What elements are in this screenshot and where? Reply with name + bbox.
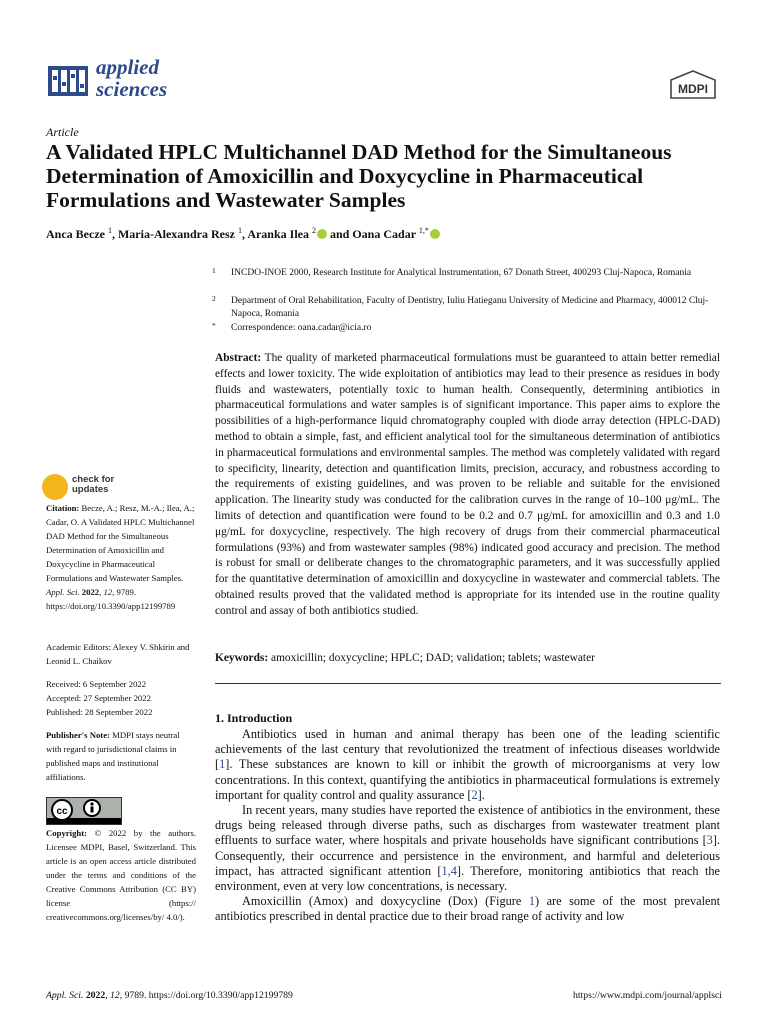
- paragraph-text: Antibiotics used in human and animal therapy has been one of the leading scientific achievements of the last century that revolutionized the treatment of infectious diseases worldwide [: [215, 727, 720, 772]
- paragraph-text: ].: [477, 787, 485, 802]
- reference-link[interactable]: 1,4: [441, 863, 457, 878]
- article-type: Article: [46, 125, 79, 139]
- journal-name: [96, 56, 167, 100]
- reference-link[interactable]: 1: [219, 757, 226, 772]
- reference-link[interactable]: 1: [528, 894, 535, 909]
- footer-doi[interactable]: , 9789. https://doi.org/10.3390/app12199789: [119, 990, 293, 1001]
- author-separator: and: [326, 227, 353, 241]
- citation-journal: Appl. Sci.: [46, 587, 80, 597]
- orcid-icon[interactable]: [317, 229, 327, 239]
- author-name: Maria-Alexandra Resz: [117, 227, 238, 241]
- author-separator: ,: [241, 227, 248, 241]
- paragraph-text: ]. Consequently, their occurrence and persistence in the environment, and harmful and deleterious impact, has attracted significant attention [: [215, 833, 720, 878]
- footer-journal: Appl. Sci.: [46, 990, 84, 1001]
- publisher-note: [46, 728, 196, 784]
- correspondence-mark: *: [212, 321, 216, 330]
- footer-volume: 12: [110, 990, 120, 1001]
- author-list: [46, 226, 440, 242]
- check-for-updates-button[interactable]: [42, 472, 152, 502]
- reference-link[interactable]: 2: [471, 787, 478, 802]
- affiliation-number: 2: [212, 294, 216, 303]
- author-affiliation-mark: 2: [311, 226, 316, 235]
- check-for-updates-line1: check for: [72, 474, 115, 485]
- affiliation-text: Department of Oral Rehabilitation, Faculty of Dentistry, Iuliu Hatieganu University of Medicine and Pharmacy, 400012 Cluj-Napoca, Romania: [231, 296, 709, 319]
- paragraph-text: ) are some of the most prevalent antibiotics prescribed in dental practice due to their broad range of activity and low: [215, 894, 721, 924]
- copyright-label: Copyright:: [46, 828, 88, 838]
- author-affiliation-mark: 1,*: [418, 226, 429, 235]
- orcid-icon[interactable]: [430, 229, 440, 239]
- correspondence-text: Correspondence: oana.cadar@icia.ro: [231, 323, 372, 333]
- author-name: Oana Cadar: [352, 227, 419, 241]
- author-name: Anca Becze: [46, 227, 108, 241]
- author-separator: ,: [111, 227, 118, 241]
- copyright-text: © 2022 by the authors. Licensee MDPI, Basel, Switzerland. This article is an open access article distributed under the terms and conditions of the Creative Commons Attribution (CC BY) license (https:// creativecommons.org/licenses/by/ 4.0/).: [46, 828, 196, 922]
- intro-paragraph-2: [215, 803, 720, 894]
- publisher-note-label: Publisher's Note:: [46, 730, 110, 740]
- check-for-updates-icon: [42, 474, 68, 500]
- accepted-date: Accepted: 27 September 2022: [46, 693, 151, 703]
- footer-journal-url[interactable]: https://www.mdpi.com/journal/applsci: [573, 990, 722, 1001]
- author-name: Aranka Ilea: [247, 227, 312, 241]
- journal-name-line2: sciences: [96, 77, 168, 101]
- footer-citation: Appl. Sci. 2022, 12, 9789. https://doi.org/10.3390/app12199789: [46, 990, 293, 1001]
- paragraph-text: Amoxicillin (Amox) and doxycycline (Dox) (Figure: [242, 894, 529, 909]
- paragraph-text: ]. These substances are known to kill or inhibit the growth of microorganisms at very low concentrations. In this context, quantifying the antibiotics in pharmaceutical formulations is extremely important for quality control and quality assurance [: [215, 757, 720, 802]
- author-affiliation-mark: 1: [237, 226, 242, 235]
- paragraph-text: In recent years, many studies have reported the existence of antibiotics in the environment, these drugs being released through diverse paths, such as discharges from wastewater treatment plant effluents to surface water, where hospitals and private households have significant contributions [: [215, 803, 720, 848]
- journal-logo-icon: [48, 62, 88, 98]
- journal-name-line1: applied: [96, 55, 159, 79]
- mdpi-logo-text: MDPI: [678, 82, 708, 96]
- keywords-text: amoxicillin; doxycycline; HPLC; DAD; validation; tablets; wastewater: [271, 652, 595, 664]
- cc-by-license-icon[interactable]: [46, 797, 122, 825]
- section-heading: 1. Introduction: [215, 711, 293, 725]
- paragraph-text: ]. Therefore, monitoring antibiotics that reach the environment, even at very low concentrations, is necessary.: [215, 863, 720, 894]
- introduction-body: [215, 727, 720, 925]
- abstract: [215, 351, 720, 620]
- citation-year: 2022: [81, 587, 100, 597]
- affiliation-text: INCDO-INOE 2000, Research Institute for Analytical Instrumentation, 67 Donath Street, 400293 Cluj-Napoca, Romania: [231, 268, 692, 278]
- citation-volume: 12: [103, 587, 113, 597]
- published-date: Published: 28 September 2022: [46, 707, 153, 717]
- citation-block: Citation: Becze, A.; Resz, M.-A.; Ilea, A.; Cadar, O. A Validated HPLC Multichannel DAD Method for the Simultaneous Determination of Amoxicillin and Doxycycline in Pharmaceutical Formulations and Wastewater Samples. Appl. Sci. 2022, 12, 9789. https://doi.org/10.3390/app12199789: [46, 503, 195, 611]
- svg-text:cc: cc: [56, 806, 68, 817]
- citation-label: Citation:: [46, 503, 80, 513]
- keywords-label: Keywords:: [215, 652, 269, 664]
- section-divider: [215, 683, 721, 684]
- academic-editors: Academic Editors: Alexey V. Shkirin and Leonid L. Chaikov: [46, 642, 190, 666]
- reference-link[interactable]: 3: [706, 833, 713, 848]
- abstract-text: The quality of marketed pharmaceutical formulations must be guaranteed to attain better remedial effects and lower toxicity. The wide exploitation of antibiotics may lead to their presence as residues in body fluids and wastewaters, potentially toxic to human health. Consequently, determining antibiotics in pharmaceutical formulations and water samples is of significant importance. This paper aims to explore the possibilities of a high-performance liquid chromatography coupled with diode array detection (HPLC-DAD) method to obtain a simple, fast, and efficient analytical tool for the simultaneous determination of antibiotics in pharmaceutical formulations and environmental samples. The method was completely validated with regard to specificity, linearity, detection and quantification limits, precision, accuracy, and robustness according to the requirements of existing guidelines, and was proven to be reliable and suitable for the envisioned application. The linearity study was conducted for the calibration curves in the range of 10–100 μg/mL. The limits of detection and quantification were found to be 0.2 and 0.7 μg/mL for amoxicillin and 0.3 and 1.0 μg/mL for doxycycline, respectively. The high recovery of drugs from their commercial pharmaceutical formulations (93%) and from wastewater samples (98%) indicated good accuracy and precision. The method is robust for small or deliberate changes to the chromatographic parameters, and it was successfully applied for the quantitative determination of amoxicillin and doxycycline in wastewater and commercial tablets. The obtained results proved that the validated method is appropriate for its intended use in the routine quality control and assay of both antibiotics studied.: [215, 352, 720, 617]
- check-for-updates-line2: updates: [72, 484, 109, 495]
- citation-doi[interactable]: , 9789. https://doi.org/10.3390/app12199789: [46, 587, 176, 611]
- publisher-note-text: MDPI stays neutral with regard to jurisdictional claims in published maps and institutional affiliations.: [46, 730, 180, 782]
- copyright-block: [46, 826, 196, 924]
- paper-title: A Validated HPLC Multichannel DAD Method for the Simultaneous Determination of Amoxicillin and Doxycycline in Pharmaceutical Formulations and Wastewater Samples: [46, 140, 672, 212]
- abstract-label: Abstract:: [215, 352, 262, 364]
- mdpi-logo-icon: [668, 70, 718, 100]
- author-affiliation-mark: 1: [107, 226, 112, 235]
- footer-year: 2022: [85, 990, 106, 1001]
- intro-paragraph-3: [215, 894, 720, 924]
- received-date: Received: 6 September 2022: [46, 679, 147, 689]
- affiliation-number: 1: [212, 266, 216, 275]
- keywords: [215, 651, 720, 667]
- intro-paragraph-1: [215, 727, 720, 803]
- citation-text: Becze, A.; Resz, M.-A.; Ilea, A.; Cadar, O. A Validated HPLC Multichannel DAD Method for the Simultaneous Determination of Amoxicillin and Doxycycline in Pharmaceutical Formulations and Wastewater Samples.: [46, 503, 195, 583]
